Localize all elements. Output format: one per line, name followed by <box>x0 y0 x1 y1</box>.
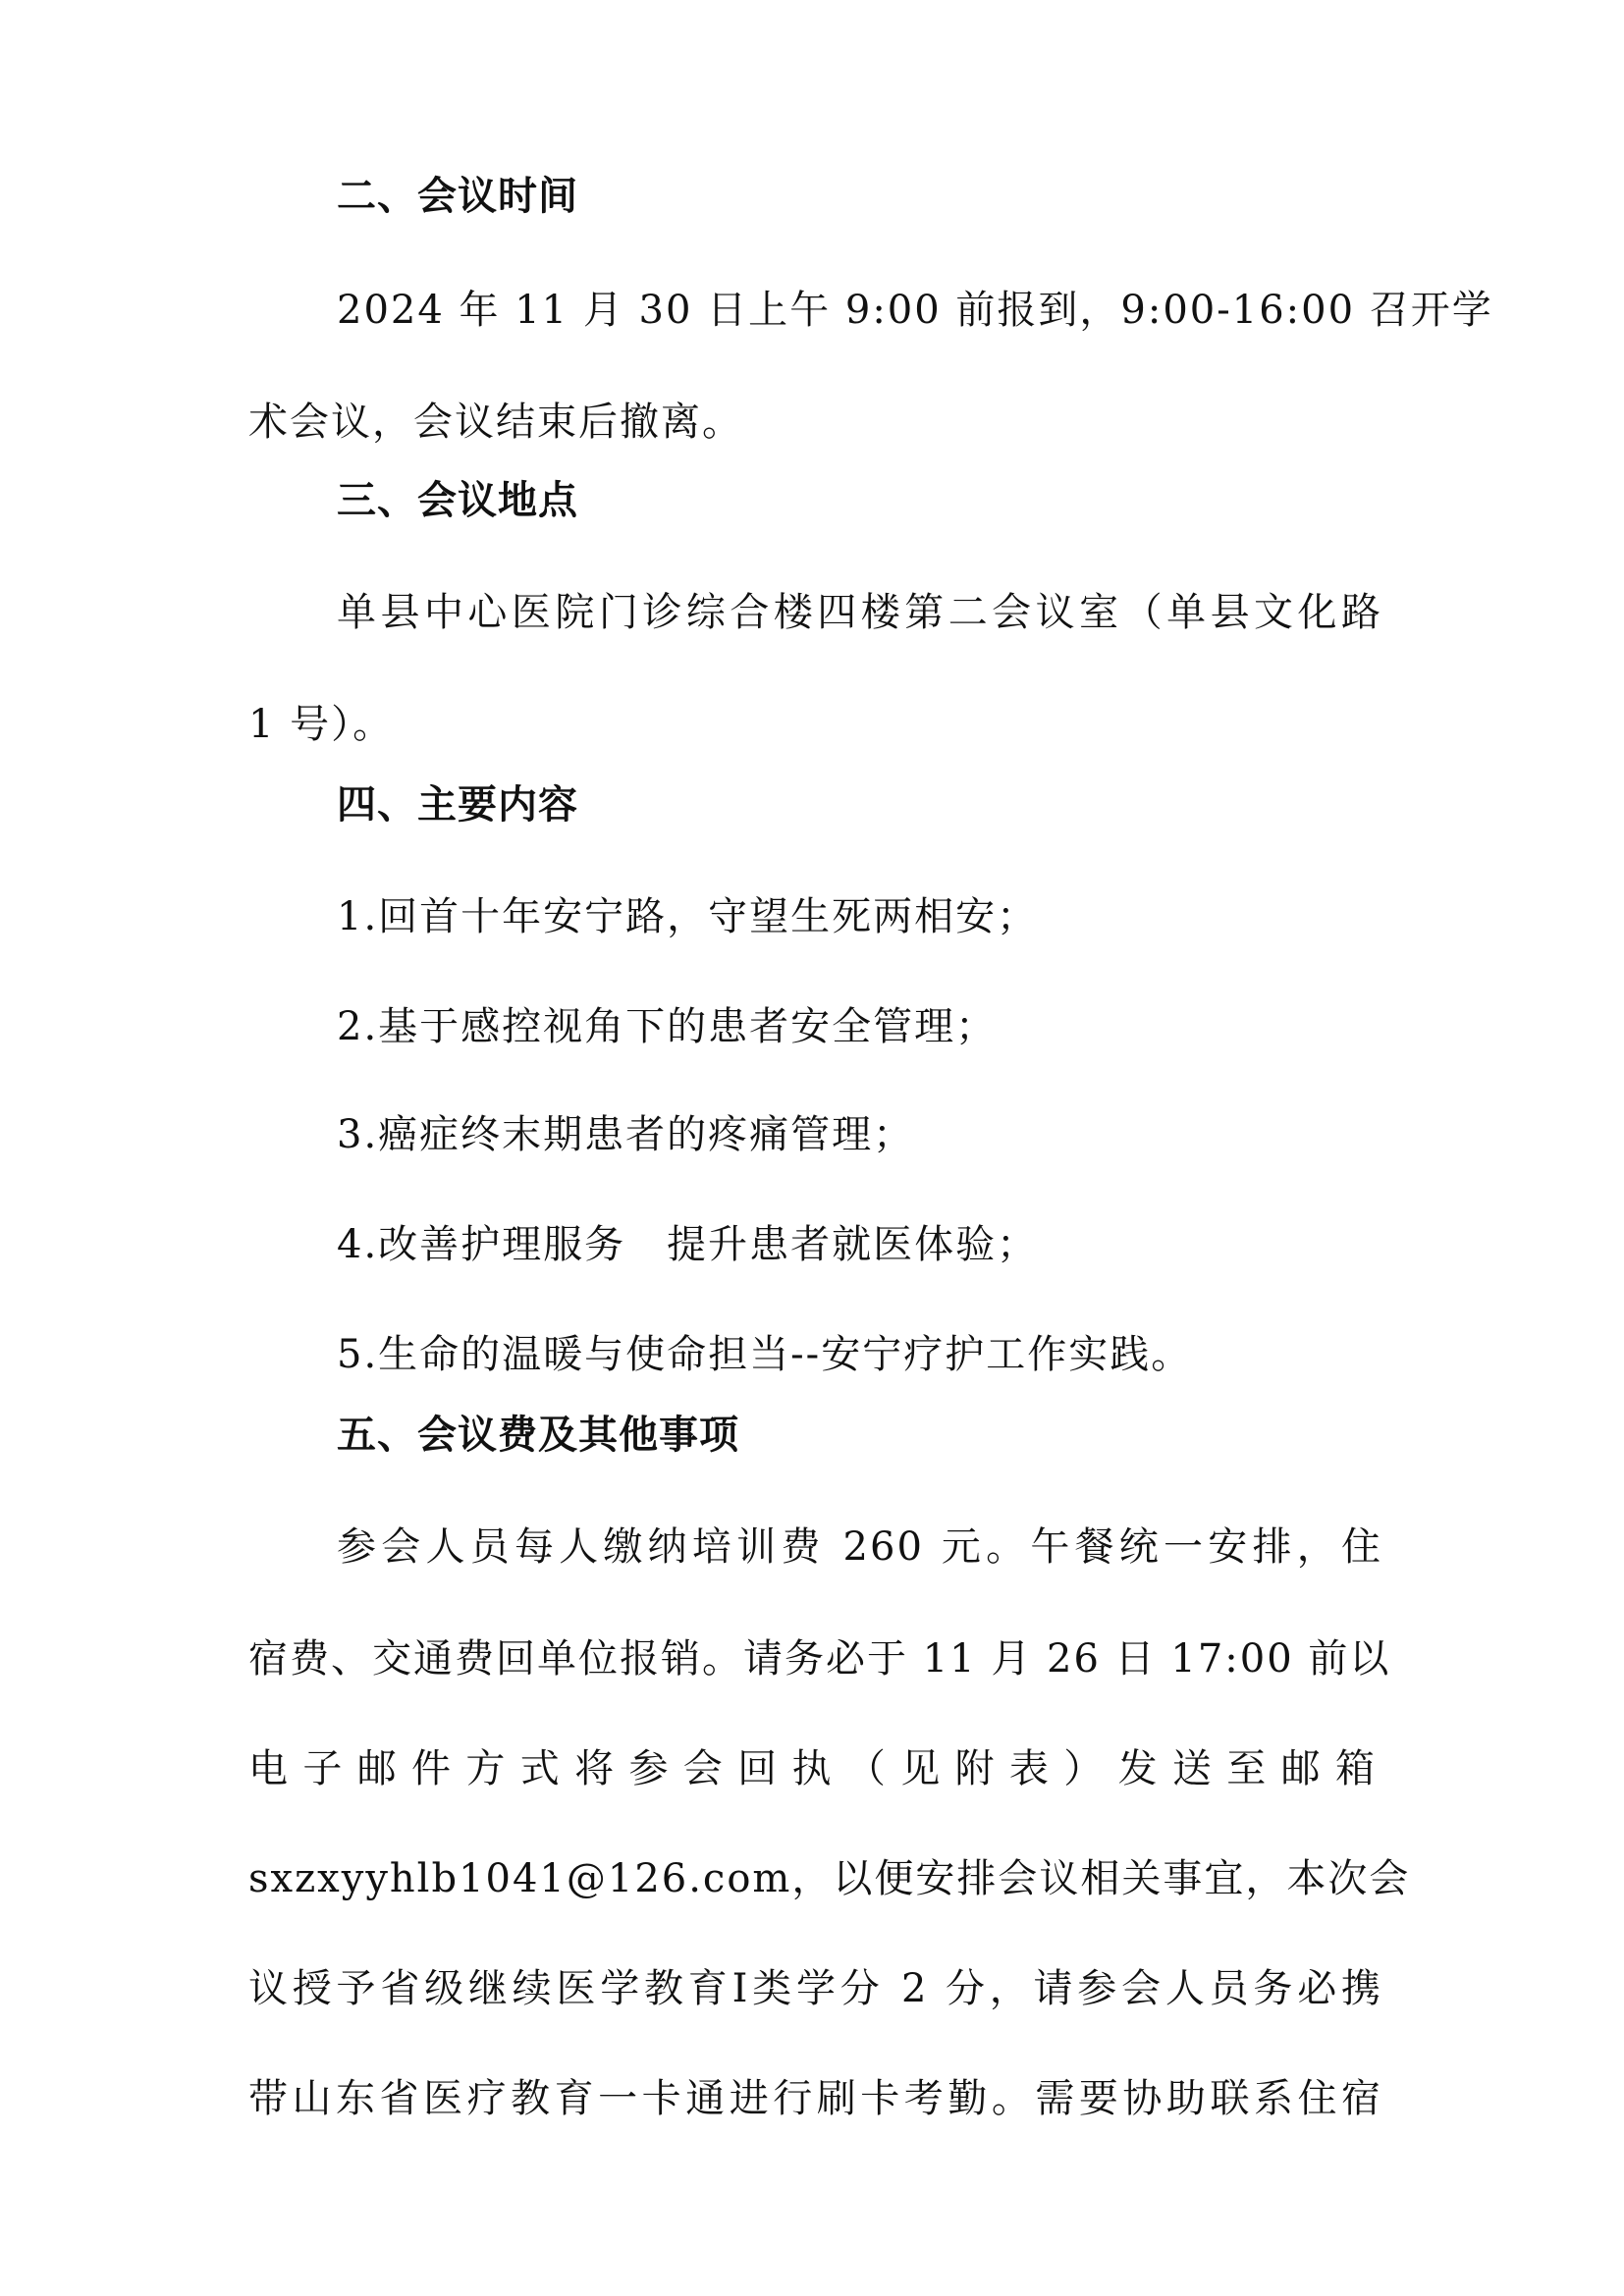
section-heading-main-content: 四、主要内容 <box>337 782 578 828</box>
content-item-2: 2.基于感控视角下的患者安全管理； <box>337 1004 998 1049</box>
meeting-place-line-1: 单县中心医院门诊综合楼四楼第二会议室（单县文化路 <box>337 590 1382 635</box>
content-item-5: 5.生命的温暖与使命担当--安宁疗护工作实践。 <box>337 1332 1193 1377</box>
fees-line-3: 电子邮件方式将参会回执（见附表）发送至邮箱 <box>248 1746 1382 1791</box>
section-heading-meeting-time: 二、会议时间 <box>337 174 578 219</box>
meeting-place-line-2: 1 号）。 <box>248 702 395 747</box>
meeting-time-line-1: 2024 年 11 月 30 日上午 9:00 前报到，9:00-16:00 召开学 <box>337 288 1493 333</box>
content-item-4: 4.改善护理服务 提升患者就医体验； <box>337 1222 1039 1267</box>
fees-line-6: 带山东省医疗教育一卡通进行刷卡考勤。需要协助联系住宿 <box>248 2076 1382 2121</box>
fees-line-4-email: sxzxyyhlb1041@126.com，以便安排会议相关事宜，本次会 <box>248 1856 1411 1901</box>
content-item-1: 1.回首十年安宁路，守望生死两相安； <box>337 894 1039 939</box>
fees-line-5: 议授予省级继续医学教育Ⅰ类学分 2 分，请参会人员务必携 <box>248 1966 1382 2011</box>
content-item-3: 3.癌症终末期患者的疼痛管理； <box>337 1112 915 1157</box>
fees-line-2: 宿费、交通费回单位报销。请务必于 11 月 26 日 17:00 前以 <box>248 1636 1391 1682</box>
fees-line-1: 参会人员每人缴纳培训费 260 元。午餐统一安排，住 <box>337 1524 1382 1570</box>
section-heading-meeting-place: 三、会议地点 <box>337 478 578 523</box>
meeting-time-line-2: 术会议，会议结束后撤离。 <box>248 400 743 445</box>
section-heading-fees-and-other-matters: 五、会议费及其他事项 <box>337 1413 739 1458</box>
